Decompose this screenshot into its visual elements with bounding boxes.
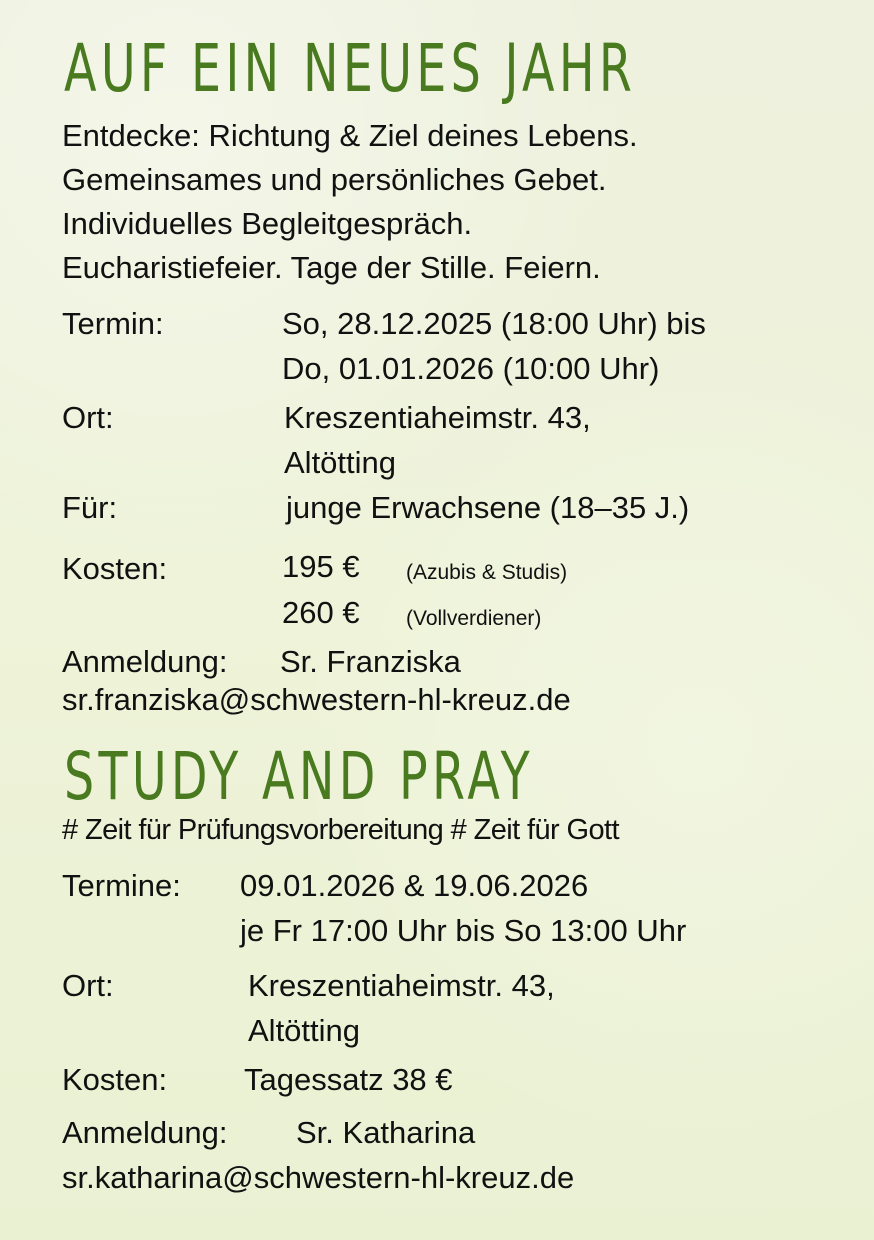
section1-title: AUF EIN NEUES JAHR <box>64 30 637 107</box>
ort-label: Ort: <box>62 968 114 1003</box>
ort-line2: Altötting <box>284 445 397 480</box>
anmeldung-label: Anmeldung: <box>62 1115 228 1150</box>
ort-line2: Altötting <box>248 1013 361 1048</box>
section2-title: STUDY AND PRAY <box>64 738 534 815</box>
anmeldung-label: Anmeldung: <box>62 644 228 679</box>
anmeldung-name: Sr. Franziska <box>280 644 461 679</box>
kosten-label: Kosten: <box>62 1062 168 1097</box>
termine-line1: 09.01.2026 & 19.06.2026 <box>240 868 589 903</box>
section1-intro <box>62 114 638 290</box>
anmeldung-name: Sr. Katharina <box>296 1115 476 1150</box>
intro-line: Individuelles Begleitgespräch. <box>62 206 473 241</box>
termine-line2: je Fr 17:00 Uhr bis So 13:00 Uhr <box>240 913 687 948</box>
price-azubis-note: (Azubis & Studis) <box>406 561 568 584</box>
intro-line: Gemeinsames und persönliches Gebet. <box>62 162 607 197</box>
email-franziska: sr.franziska@schwestern-hl-kreuz.de <box>62 682 571 717</box>
termin-line1: So, 28.12.2025 (18:00 Uhr) bis <box>282 306 706 341</box>
ort-label: Ort: <box>62 400 114 435</box>
termine-label: Termine: <box>62 868 181 903</box>
kosten-value: Tagessatz 38 € <box>244 1062 453 1097</box>
intro-line: Eucharistiefeier. Tage der Stille. Feiern. <box>62 250 601 285</box>
termin-line2: Do, 01.01.2026 (10:00 Uhr) <box>282 351 660 386</box>
ort-line1: Kreszentiaheimstr. 43, <box>284 400 591 435</box>
intro-line: Entdecke: Richtung & Ziel deines Lebens. <box>62 118 638 153</box>
price-azubis: 195 € <box>282 549 360 584</box>
termin-label: Termin: <box>62 306 164 341</box>
fuer-value: junge Erwachsene (18–35 J.) <box>286 490 690 525</box>
price-vollverdiener-note: (Vollverdiener) <box>406 607 542 630</box>
fuer-label: Für: <box>62 490 118 525</box>
section2-tagline: # Zeit für Prüfungsvorbereitung # Zeit für Gott <box>62 814 619 846</box>
kosten-label: Kosten: <box>62 551 168 586</box>
ort-line1: Kreszentiaheimstr. 43, <box>248 968 555 1003</box>
price-vollverdiener: 260 € <box>282 595 360 630</box>
email-katharina: sr.katharina@schwestern-hl-kreuz.de <box>62 1160 575 1195</box>
